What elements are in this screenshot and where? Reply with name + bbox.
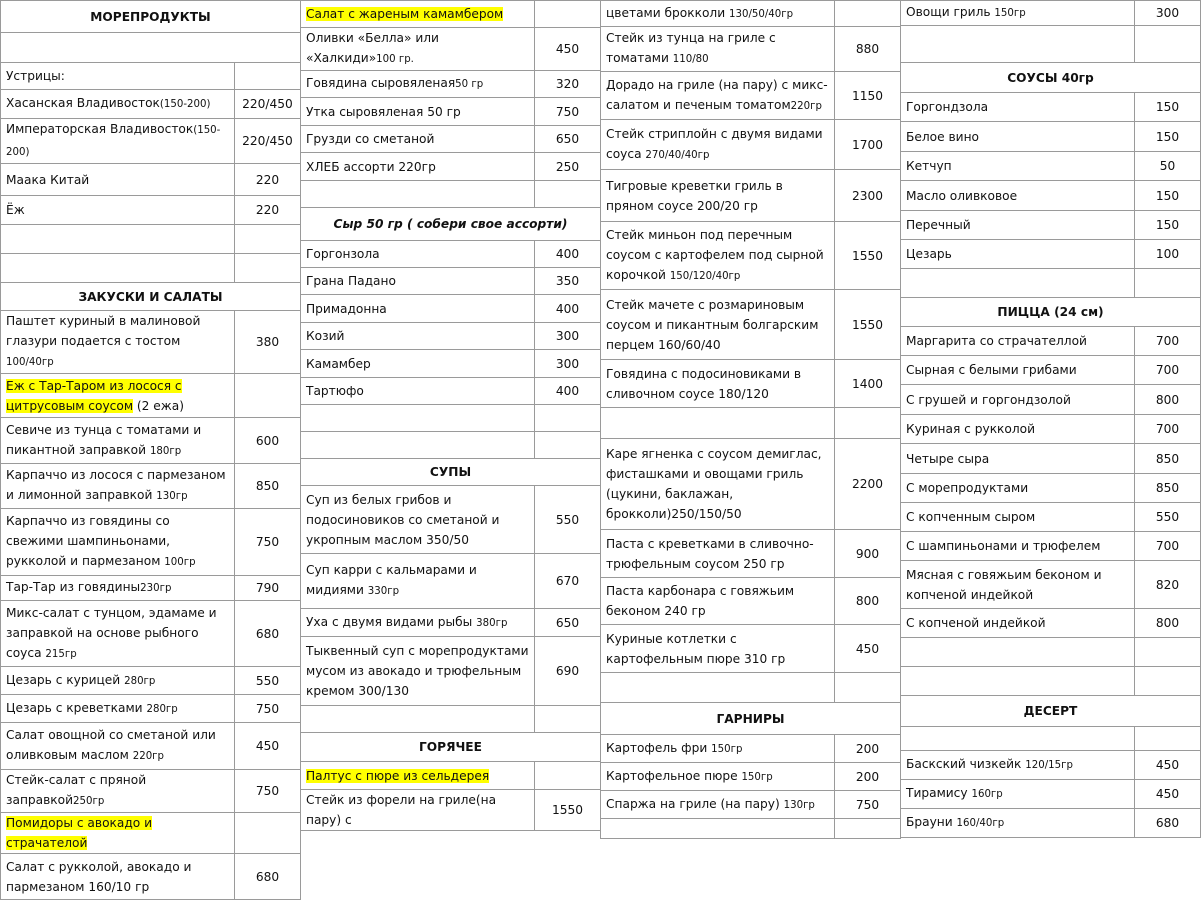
item-name: Салат с рукколой, авокадо и пармезаном	[6, 859, 192, 894]
item-weight: 300/130	[358, 684, 409, 698]
menu-item	[901, 122, 1201, 152]
item-price	[535, 1, 601, 28]
item-name: Уха с двумя видами рыбы	[306, 614, 473, 629]
item-price	[535, 762, 601, 790]
item-name: Еж с Тар-Таром из лосося с цитрусовым соусом	[6, 378, 182, 413]
item-price: 690	[535, 637, 601, 706]
item-weight: 180гр	[149, 445, 182, 457]
item-weight: 220гр	[398, 159, 436, 174]
menu-item	[601, 735, 901, 763]
item-name: Куриная с рукколой	[901, 415, 1135, 444]
item-name: Стейк стриплойн с двумя видами соуса	[606, 126, 823, 161]
item-name: Дорадо на гриле (на пару) с микс-салатом и печеным томатом	[606, 77, 828, 112]
item-price: 700	[1135, 532, 1201, 561]
item-price: 880	[835, 27, 901, 72]
menu-item	[301, 295, 601, 323]
item-price	[835, 1, 901, 27]
item-price: 450	[1135, 751, 1201, 780]
item-price: 300	[1135, 1, 1201, 26]
oysters-label: Устрицы:	[1, 63, 235, 90]
item-weight: 380гр	[476, 617, 508, 629]
menu-item	[601, 791, 901, 819]
menu-item	[601, 290, 901, 360]
menu-item	[901, 327, 1201, 356]
menu-table	[600, 0, 901, 839]
item-weight: 180/120	[718, 386, 769, 401]
item-name: С морепродуктами	[901, 474, 1135, 503]
item-name: Карпаччо из лосося с пармезаном и лимонной заправкой	[6, 468, 226, 502]
menu-item	[1, 601, 301, 667]
item-price: 550	[235, 667, 301, 695]
item-weight: 230гр	[140, 583, 172, 594]
item-name: Четыре сыра	[901, 444, 1135, 474]
blank-cell	[1135, 727, 1201, 751]
menu-item	[601, 439, 901, 530]
item-name: С копченой индейкой	[901, 609, 1135, 638]
item-weight: 310 гр	[744, 651, 786, 666]
menu-item	[301, 241, 601, 268]
item-weight: 350/50	[426, 532, 469, 547]
blank-cell	[301, 405, 535, 432]
item-weight: 220гр	[790, 100, 822, 112]
menu-item	[901, 474, 1201, 503]
menu-item-highlighted	[301, 1, 601, 28]
item-name: Микс-салат с тунцом, эдамаме и заправкой на основе рыбного соуса	[6, 605, 217, 660]
item-price: 700	[1135, 327, 1201, 356]
item-name: Горгонзола	[301, 241, 535, 268]
blank-cell	[901, 667, 1135, 696]
item-price: 900	[835, 530, 901, 578]
item-name: Брауни	[906, 815, 953, 829]
menu-item	[301, 268, 601, 295]
blank-cell	[235, 254, 301, 283]
menu-item-highlighted	[301, 762, 601, 790]
item-name: Картофель фри	[606, 740, 708, 755]
menu-item	[601, 625, 901, 673]
item-name: Мясная с говяжьим беконом и копченой индейкой	[901, 561, 1135, 609]
item-price: 1150	[835, 72, 901, 120]
item-price: 680	[235, 854, 301, 900]
item-name: Стейк-салат с пряной заправкой	[6, 773, 147, 807]
menu-item	[301, 350, 601, 378]
item-name: Цезарь с курицей	[6, 672, 121, 687]
item-price: 250	[535, 153, 601, 181]
item-price: 150	[1135, 211, 1201, 240]
item-name: Тартюфо	[301, 378, 535, 405]
menu-item	[1, 90, 301, 119]
item-weight: 150гр	[741, 771, 773, 783]
item-name: Суп карри с кальмарами и мидиями	[306, 563, 477, 597]
item-name: Маака Китай	[6, 172, 90, 187]
item-name: Камамбер	[301, 350, 535, 378]
item-weight: 120/15гр	[1025, 760, 1073, 771]
item-price: 450	[235, 723, 301, 770]
menu-item	[901, 780, 1201, 809]
menu-item	[301, 790, 601, 831]
menu-item	[901, 181, 1201, 211]
item-price: 320	[535, 71, 601, 98]
menu-table	[900, 0, 1201, 838]
item-weight: 130гр	[156, 491, 188, 502]
item-weight: 160/10 гр	[88, 879, 150, 894]
item-price: 700	[1135, 415, 1201, 444]
menu-item	[901, 152, 1201, 181]
menu-item	[601, 72, 901, 120]
menu-item	[301, 554, 601, 609]
item-name: ХЛЕБ ассорти	[306, 159, 395, 174]
menu-item	[901, 444, 1201, 474]
blank-cell	[901, 26, 1135, 63]
item-price: 300	[535, 350, 601, 378]
item-name: Спаржа на гриле (на пару)	[606, 796, 780, 811]
item-name: Перечный	[901, 211, 1135, 240]
menu-column-3	[600, 0, 900, 856]
section-header-pizza: ПИЦЦА (24 см)	[901, 298, 1201, 327]
item-weight: 330гр	[367, 586, 400, 597]
item-weight: 200/20 гр	[696, 198, 758, 213]
item-weight: 50 гр	[427, 104, 461, 119]
menu-table	[0, 0, 301, 900]
item-price: 850	[235, 464, 301, 509]
item-weight: 130/50/40гр	[729, 9, 794, 20]
menu-item	[601, 170, 901, 222]
item-price	[235, 813, 301, 854]
item-price: 350	[535, 268, 601, 295]
item-price: 450	[1135, 780, 1201, 809]
item-name: Паста карбонара с говяжьим беконом	[606, 584, 795, 618]
item-name: Грана Падано	[301, 268, 535, 295]
item-price: 380	[235, 311, 301, 374]
item-name: Тигровые креветки гриль в пряном соусе	[606, 178, 783, 213]
item-name: Куриные котлетки с картофельным пюре	[606, 631, 741, 666]
section-header-sides: ГАРНИРЫ	[601, 703, 901, 735]
menu-item	[601, 530, 901, 578]
item-price: 400	[535, 241, 601, 268]
menu-item	[1, 119, 301, 164]
blank-cell	[601, 819, 835, 839]
menu-item	[901, 93, 1201, 122]
menu-column-4	[900, 0, 1200, 856]
menu-item	[901, 609, 1201, 638]
item-price: 200	[835, 763, 901, 791]
menu-item	[1, 464, 301, 509]
blank-cell	[835, 408, 901, 439]
blank-cell	[301, 181, 535, 208]
item-price: 150	[1135, 122, 1201, 152]
item-price: 680	[235, 601, 301, 667]
menu-item	[601, 578, 901, 625]
blank-cell	[535, 706, 601, 733]
item-price: 1550	[535, 790, 601, 831]
item-weight: 215гр	[45, 648, 77, 660]
item-name: Грузди со сметаной	[306, 132, 435, 146]
blank-cell	[601, 408, 835, 439]
menu-item	[901, 1, 1201, 26]
blank-cell	[535, 181, 601, 208]
item-weight: 100/40гр	[6, 357, 54, 368]
item-price: 650	[535, 609, 601, 637]
item-name: Маргарита со страчателлой	[901, 327, 1135, 356]
item-price: 150	[1135, 181, 1201, 211]
blank-cell	[1, 254, 235, 283]
item-price: 400	[535, 295, 601, 323]
menu-item	[601, 27, 901, 72]
item-price: 1550	[835, 222, 901, 290]
item-weight: 240 гр	[664, 604, 706, 618]
blank-cell	[835, 673, 901, 703]
item-price: 100	[1135, 240, 1201, 269]
menu-item	[901, 809, 1201, 838]
item-price: 1400	[835, 360, 901, 408]
item-weight: 280гр	[146, 703, 178, 715]
menu-item	[901, 240, 1201, 269]
item-price: 550	[1135, 503, 1201, 532]
item-price: 550	[535, 486, 601, 554]
item-name: Баскский чизкейк	[906, 757, 1022, 771]
item-name: Карпаччо из говядины со свежими шампиньонами, рукколой и пармезаном	[6, 514, 171, 568]
item-weight: 100гр	[164, 557, 196, 568]
item-weight: 160/40гр	[956, 818, 1005, 829]
blank-cell	[535, 405, 601, 432]
item-name: Паста с креветками в сливочно-трюфельным соусом	[606, 536, 814, 571]
item-price	[235, 374, 301, 418]
blank-cell	[301, 706, 535, 733]
item-name: цветами брокколи	[606, 6, 726, 20]
item-price: 800	[835, 578, 901, 625]
menu-item	[901, 561, 1201, 609]
item-price: 450	[835, 625, 901, 673]
item-price: 400	[535, 378, 601, 405]
blank-row	[1, 33, 301, 63]
item-name: Стейк миньон под перечным соусом с картофелем под сырной корочкой	[606, 227, 824, 282]
item-name: Севиче из тунца с томатами и пикантной заправкой	[6, 422, 202, 457]
item-price: 750	[235, 695, 301, 723]
blank-cell	[235, 63, 301, 90]
menu-item	[301, 71, 601, 98]
item-name: Примадонна	[301, 295, 535, 323]
item-price: 750	[835, 791, 901, 819]
item-name: Ёж	[6, 203, 25, 217]
item-weight: 100 гр.	[376, 54, 414, 65]
item-price: 790	[235, 576, 301, 601]
menu-item	[301, 486, 601, 554]
menu-item	[601, 120, 901, 170]
item-name: Тар-Тар из говядины	[6, 580, 141, 594]
menu-column-2	[300, 0, 600, 856]
menu-item	[901, 751, 1201, 780]
item-weight: 150/120/40гр	[669, 270, 741, 282]
item-name: Оливки «Белла» или «Халкиди»	[306, 31, 439, 65]
item-price: 150	[1135, 93, 1201, 122]
section-header-sauces: СОУСЫ 40гр	[901, 63, 1201, 93]
item-name: Козий	[301, 323, 535, 350]
item-price: 220	[235, 164, 301, 196]
item-name: Горгондзола	[901, 93, 1135, 122]
item-price: 800	[1135, 609, 1201, 638]
item-weight: (150-200)	[159, 99, 211, 110]
item-weight: 110/80	[672, 54, 709, 65]
item-name: Белое вино	[901, 122, 1135, 152]
item-weight: 270/40/40гр	[645, 149, 710, 161]
item-name: С копченным сыром	[901, 503, 1135, 532]
item-name: Говядина сыровяленая	[306, 76, 456, 90]
blank-cell	[1135, 638, 1201, 667]
item-price: 700	[1135, 356, 1201, 385]
item-name: Суп из белых грибов и подосиновиков со сметаной и укропным маслом	[306, 492, 500, 547]
item-name: Овощи гриль	[906, 5, 991, 19]
item-name: Салат с жареным камамбером	[306, 7, 504, 21]
item-weight: 50 гр	[455, 79, 484, 90]
item-weight: 130гр	[783, 799, 815, 811]
item-weight: (2 ежа)	[136, 398, 184, 413]
item-name: Салат овощной со сметаной или оливковым маслом	[6, 728, 216, 762]
item-price: 670	[535, 554, 601, 609]
item-weight: 280гр	[124, 675, 156, 687]
item-price: 850	[1135, 444, 1201, 474]
item-name: Стейк мачете с розмариновым соусом и пикантным болгарским перцем	[606, 297, 819, 352]
item-name: Сырная с белыми грибами	[901, 356, 1135, 385]
section-header-starters: ЗАКУСКИ И САЛАТЫ	[1, 283, 301, 311]
item-name: Утка сыровяленая	[306, 104, 424, 119]
item-price: 50	[1135, 152, 1201, 181]
item-price: 220	[235, 196, 301, 225]
menu-item	[901, 503, 1201, 532]
blank-cell	[535, 432, 601, 459]
item-name: Говядина с подосиновиками в сливочном соусе	[606, 366, 802, 401]
item-price: 650	[535, 126, 601, 153]
item-price: 200	[835, 735, 901, 763]
item-price: 220/450	[235, 90, 301, 119]
section-header-dessert: ДЕСЕРТ	[901, 696, 1201, 727]
item-price: 750	[235, 770, 301, 813]
item-price: 800	[1135, 385, 1201, 415]
item-weight: 160/60/40	[658, 337, 721, 352]
item-weight: 150гр	[994, 8, 1026, 19]
menu-item	[301, 637, 601, 706]
item-name: Цезарь	[901, 240, 1135, 269]
menu-item	[601, 222, 901, 290]
item-price: 2200	[835, 439, 901, 530]
item-name: Каре ягненка с соусом демиглас, фисташками и овощами гриль (цукини, баклажан, брокколи)	[606, 447, 822, 521]
menu-item	[601, 1, 901, 27]
item-price: 750	[535, 98, 601, 126]
menu-item	[1, 509, 301, 576]
menu-item	[1, 164, 301, 196]
menu-item	[601, 763, 901, 791]
menu-item	[901, 211, 1201, 240]
menu-table	[300, 0, 601, 831]
menu-item	[901, 356, 1201, 385]
blank-cell	[1135, 667, 1201, 696]
blank-cell	[1, 225, 235, 254]
section-header-soups: СУПЫ	[301, 459, 601, 486]
item-price: 600	[235, 418, 301, 464]
blank-cell	[835, 819, 901, 839]
menu-item	[301, 153, 601, 181]
item-price: 1550	[835, 290, 901, 360]
menu-item	[1, 418, 301, 464]
menu-item	[1, 723, 301, 770]
item-name: Хасанская Владивосток	[6, 96, 160, 110]
menu-item	[901, 532, 1201, 561]
section-header-seafood: МОРЕПРОДУКТЫ	[1, 1, 301, 33]
item-weight: 250/150/50	[671, 507, 742, 521]
item-name: Картофельное пюре	[606, 768, 738, 783]
item-weight: 150гр	[711, 743, 743, 755]
menu-item	[901, 385, 1201, 415]
menu-item	[301, 323, 601, 350]
item-price: 300	[535, 323, 601, 350]
blank-cell	[1135, 269, 1201, 298]
blank-cell	[901, 727, 1135, 751]
item-weight: 250гр	[73, 796, 105, 807]
menu-item	[901, 415, 1201, 444]
item-name: Масло оливковое	[901, 181, 1135, 211]
menu-item	[301, 609, 601, 637]
menu-item	[301, 28, 601, 71]
menu-item-highlighted	[1, 813, 301, 854]
item-price: 750	[235, 509, 301, 576]
blank-cell	[235, 225, 301, 254]
item-name: С грушей и горгондзолой	[901, 385, 1135, 415]
menu-column-1	[0, 0, 300, 894]
item-price: 850	[1135, 474, 1201, 503]
item-name: Цезарь с креветками	[6, 700, 143, 715]
item-name: Стейк из тунца на гриле с томатами	[606, 31, 776, 65]
menu-item	[301, 378, 601, 405]
item-name: Палтус с пюре из сельдерея	[306, 768, 490, 783]
menu-item	[1, 311, 301, 374]
blank-cell	[601, 673, 835, 703]
menu-item	[301, 126, 601, 153]
blank-cell	[901, 638, 1135, 667]
item-price: 820	[1135, 561, 1201, 609]
item-price: 450	[535, 28, 601, 71]
item-price: 2300	[835, 170, 901, 222]
item-price: 1700	[835, 120, 901, 170]
item-name: Тирамису	[906, 786, 968, 800]
menu-item-highlighted	[1, 374, 301, 418]
item-weight: 250 гр	[743, 556, 785, 571]
menu-item	[1, 576, 301, 601]
blank-cell	[301, 432, 535, 459]
item-name: Паштет куриный в малиновой глазури подается с тостом	[6, 314, 201, 348]
item-weight: 160гр	[971, 789, 1003, 800]
item-name: Помидоры с авокадо и страчателой	[6, 816, 153, 850]
item-weight: 220гр	[132, 751, 164, 762]
item-name: Тыквенный суп с морепродуктами мусом из авокадо и трюфельным кремом	[306, 644, 529, 698]
menu-item	[301, 98, 601, 126]
menu-item	[1, 770, 301, 813]
menu-item	[1, 854, 301, 900]
menu-item	[1, 695, 301, 723]
item-name: С шампиньонами и трюфелем	[901, 532, 1135, 561]
section-header-hot: ГОРЯЧЕЕ	[301, 733, 601, 762]
menu-item	[1, 196, 301, 225]
item-name: Императорская Владивосток	[6, 122, 194, 136]
item-weight: (150-200)	[6, 125, 221, 158]
section-header-cheese: Сыр 50 гр ( собери свое ассорти)	[301, 208, 601, 241]
item-name: Стейк из форели на гриле(на пару) с	[306, 793, 497, 827]
item-name: Кетчуп	[901, 152, 1135, 181]
item-price: 220/450	[235, 119, 301, 164]
menu-item	[1, 667, 301, 695]
blank-cell	[1135, 26, 1201, 63]
menu-item	[601, 360, 901, 408]
blank-cell	[901, 269, 1135, 298]
item-price: 680	[1135, 809, 1201, 838]
